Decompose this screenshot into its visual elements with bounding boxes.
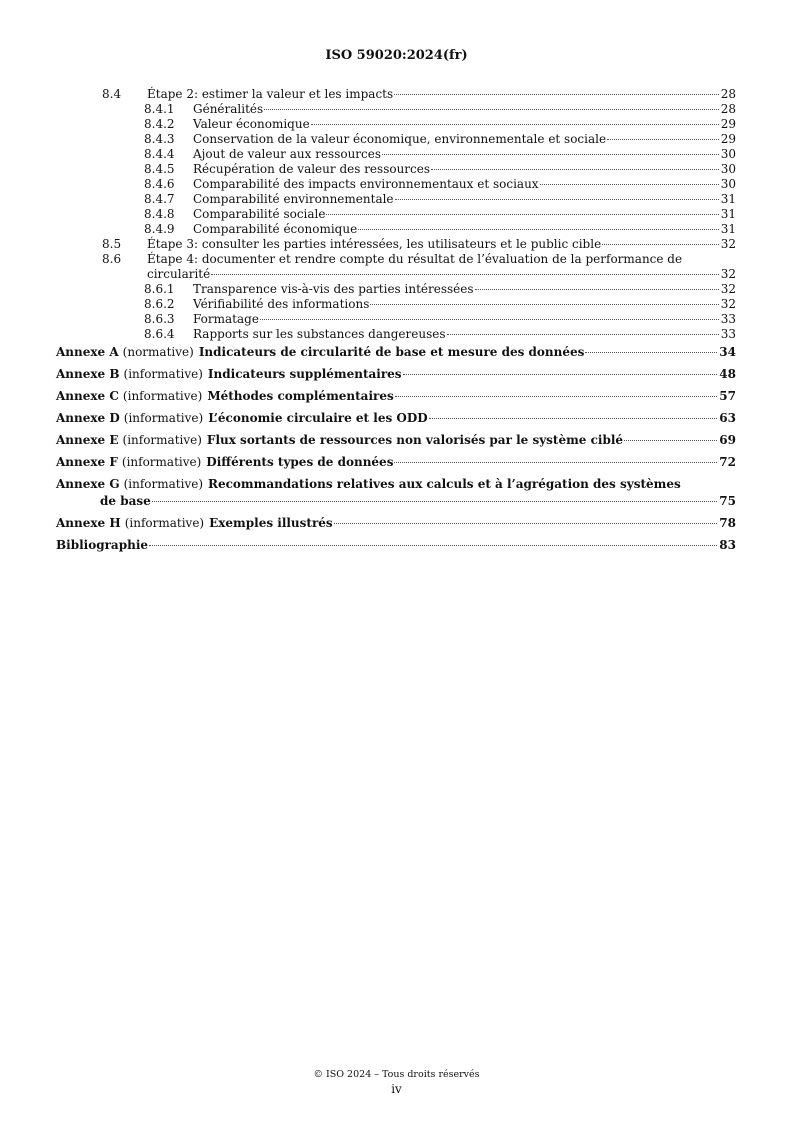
annex-title-line1: Recommandations relatives aux calculs et à l’agrégation des systèmes (208, 477, 681, 491)
dot-leader (395, 396, 718, 397)
annex-title: Différents types de données (206, 455, 394, 469)
bibliography-title: Bibliographie (56, 538, 149, 552)
toc-number: 8.4.2 (144, 117, 175, 131)
toc-title: Comparabilité environnementale (193, 192, 394, 206)
dot-leader (607, 139, 719, 140)
dot-leader (149, 545, 717, 546)
annex-title: Exemples illustrés (209, 516, 333, 530)
toc-number: 8.4.7 (144, 192, 175, 206)
toc-title: Comparabilité des impacts environnementaux et sociaux (193, 177, 539, 191)
dot-leader (540, 184, 719, 185)
toc-number: 8.4.9 (144, 222, 175, 236)
toc-number: 8.6.4 (144, 327, 175, 341)
toc-annex-h[interactable] (56, 515, 736, 532)
toc-page: 28 (720, 87, 736, 101)
toc-title: Étape 2: estimer la valeur et les impacts (147, 87, 394, 101)
toc-entry-8-5[interactable] (56, 237, 736, 252)
toc-page: 30 (720, 162, 736, 176)
annex-title-line2: de base (100, 494, 151, 508)
annex-type: (normative) (122, 345, 194, 359)
dot-leader (211, 274, 718, 275)
toc-page: 34 (719, 345, 736, 359)
toc-page: 33 (720, 327, 736, 341)
toc-title: Étape 3: consulter les parties intéressées, les utilisateurs et le public cible (147, 237, 602, 251)
toc-page: 30 (720, 177, 736, 191)
toc-page: 57 (719, 389, 736, 403)
dot-leader (394, 462, 717, 463)
toc-page: 31 (720, 207, 736, 221)
annex-label: Annexe B (56, 367, 120, 381)
dot-leader (382, 154, 719, 155)
dot-leader (395, 199, 719, 200)
toc-number: 8.6.3 (144, 312, 175, 326)
dot-leader (311, 124, 719, 125)
annex-title: Indicateurs de circularité de base et mesure des données (198, 345, 585, 359)
toc-number: 8.6 (102, 252, 122, 266)
toc-title: Conservation de la valeur économique, environnementale et sociale (193, 132, 607, 146)
toc-page: 32 (720, 297, 736, 311)
toc-page: 72 (719, 455, 736, 469)
toc-page: 32 (720, 282, 736, 296)
toc-annex-c[interactable] (56, 388, 736, 405)
toc-entry-8-4-6[interactable] (56, 177, 736, 192)
dot-leader (152, 501, 718, 502)
toc-entry-8-4-3[interactable] (56, 132, 736, 147)
toc-entry-8-4-8[interactable] (56, 207, 736, 222)
dot-leader (260, 319, 719, 320)
annex-label: Annexe C (56, 389, 119, 403)
dot-leader (403, 374, 718, 375)
toc-page: 32 (720, 267, 736, 281)
copyright-notice: © ISO 2024 – Tous droits réservés (313, 1069, 480, 1080)
toc-page: 28 (720, 102, 736, 116)
annex-label: Annexe H (56, 516, 121, 530)
page-footer (0, 1067, 793, 1097)
toc-annex-e[interactable] (56, 432, 736, 449)
toc-entry-8-4-4[interactable] (56, 147, 736, 162)
annex-title: Indicateurs supplémentaires (207, 367, 402, 381)
toc-number: 8.4.8 (144, 207, 175, 221)
toc-entry-8-4-1[interactable] (56, 102, 736, 117)
toc-page: 69 (719, 433, 736, 447)
toc-number: 8.6.2 (144, 297, 175, 311)
dot-leader (394, 94, 719, 95)
dot-leader (264, 109, 719, 110)
annex-type: (informative) (124, 516, 205, 530)
table-of-contents (56, 87, 736, 554)
annex-label: Annexe G (56, 477, 120, 491)
dot-leader (358, 229, 719, 230)
annex-title: L’économie circulaire et les ODD (208, 411, 428, 425)
annex-label: Annexe F (56, 455, 118, 469)
toc-title: Formatage (193, 312, 259, 326)
page-number: iv (391, 1082, 402, 1096)
toc-entry-8-6-3[interactable] (56, 312, 736, 327)
toc-entry-8-4-7[interactable] (56, 192, 736, 207)
dot-leader (475, 289, 719, 290)
toc-number: 8.4.6 (144, 177, 175, 191)
toc-entry-8-6[interactable] (56, 252, 736, 282)
toc-entry-8-4[interactable] (56, 87, 736, 102)
toc-title: Comparabilité économique (193, 222, 358, 236)
dot-leader (585, 352, 717, 353)
toc-entry-8-4-2[interactable] (56, 117, 736, 132)
toc-page: 30 (720, 147, 736, 161)
annex-label: Annexe A (56, 345, 119, 359)
dot-leader (602, 244, 719, 245)
dot-leader (431, 169, 719, 170)
toc-annex-f[interactable] (56, 454, 736, 471)
toc-number: 8.6.1 (144, 282, 175, 296)
toc-annex-a[interactable] (56, 344, 736, 361)
dot-leader (429, 418, 718, 419)
annex-type: (informative) (123, 367, 203, 381)
toc-entry-8-4-5[interactable] (56, 162, 736, 177)
toc-entry-8-6-1[interactable] (56, 282, 736, 297)
dot-leader (370, 304, 718, 305)
annex-type: (informative) (122, 389, 203, 403)
toc-entry-8-4-9[interactable] (56, 222, 736, 237)
toc-number: 8.4 (102, 87, 122, 101)
toc-number: 8.4.3 (144, 132, 175, 146)
toc-entry-8-6-4[interactable] (56, 327, 736, 342)
toc-title: Rapports sur les substances dangereuses (193, 327, 446, 341)
toc-number: 8.5 (102, 237, 122, 251)
toc-title: Comparabilité sociale (193, 207, 326, 221)
document-header: ISO 59020:2024(fr) (325, 48, 468, 63)
dot-leader (334, 523, 718, 524)
dot-leader (447, 334, 719, 335)
toc-page: 78 (719, 516, 736, 530)
toc-page: 75 (719, 494, 736, 508)
annex-type: (informative) (123, 411, 204, 425)
toc-page: 31 (720, 192, 736, 206)
annex-label: Annexe D (56, 411, 120, 425)
toc-title: Ajout de valeur aux ressources (193, 147, 382, 161)
annex-type: (informative) (123, 477, 204, 491)
toc-entry-8-6-2[interactable] (56, 297, 736, 312)
annex-label: Annexe E (56, 433, 119, 447)
toc-page: 63 (719, 411, 736, 425)
annex-type: (informative) (122, 433, 202, 447)
toc-title: Vérifiabilité des informations (193, 297, 370, 311)
toc-title: Valeur économique (193, 117, 310, 131)
toc-number: 8.4.5 (144, 162, 175, 176)
toc-number: 8.4.1 (144, 102, 175, 116)
toc-title-line1: Étape 4: documenter et rendre compte du résultat de l’évaluation de la performance de (147, 252, 683, 266)
annex-title: Méthodes complémentaires (207, 389, 394, 403)
toc-page: 32 (720, 237, 736, 251)
annex-title: Flux sortants de ressources non valorisés par le système ciblé (206, 433, 624, 447)
toc-bibliography[interactable] (56, 537, 736, 554)
toc-page: 29 (720, 132, 736, 146)
dot-leader (326, 214, 718, 215)
toc-title: Transparence vis-à-vis des parties intéressées (193, 282, 474, 296)
toc-annex-g[interactable] (56, 476, 736, 510)
toc-annex-b[interactable] (56, 366, 736, 383)
annex-type: (informative) (121, 455, 202, 469)
toc-title-line2: circularité (147, 267, 211, 281)
dot-leader (624, 440, 717, 441)
toc-page: 31 (720, 222, 736, 236)
toc-title: Généralités (193, 102, 264, 116)
toc-page: 83 (719, 538, 736, 552)
toc-page: 29 (720, 117, 736, 131)
toc-annex-d[interactable] (56, 410, 736, 427)
toc-page: 33 (720, 312, 736, 326)
toc-number: 8.4.4 (144, 147, 175, 161)
toc-title: Récupération de valeur des ressources (193, 162, 431, 176)
toc-page: 48 (719, 367, 736, 381)
